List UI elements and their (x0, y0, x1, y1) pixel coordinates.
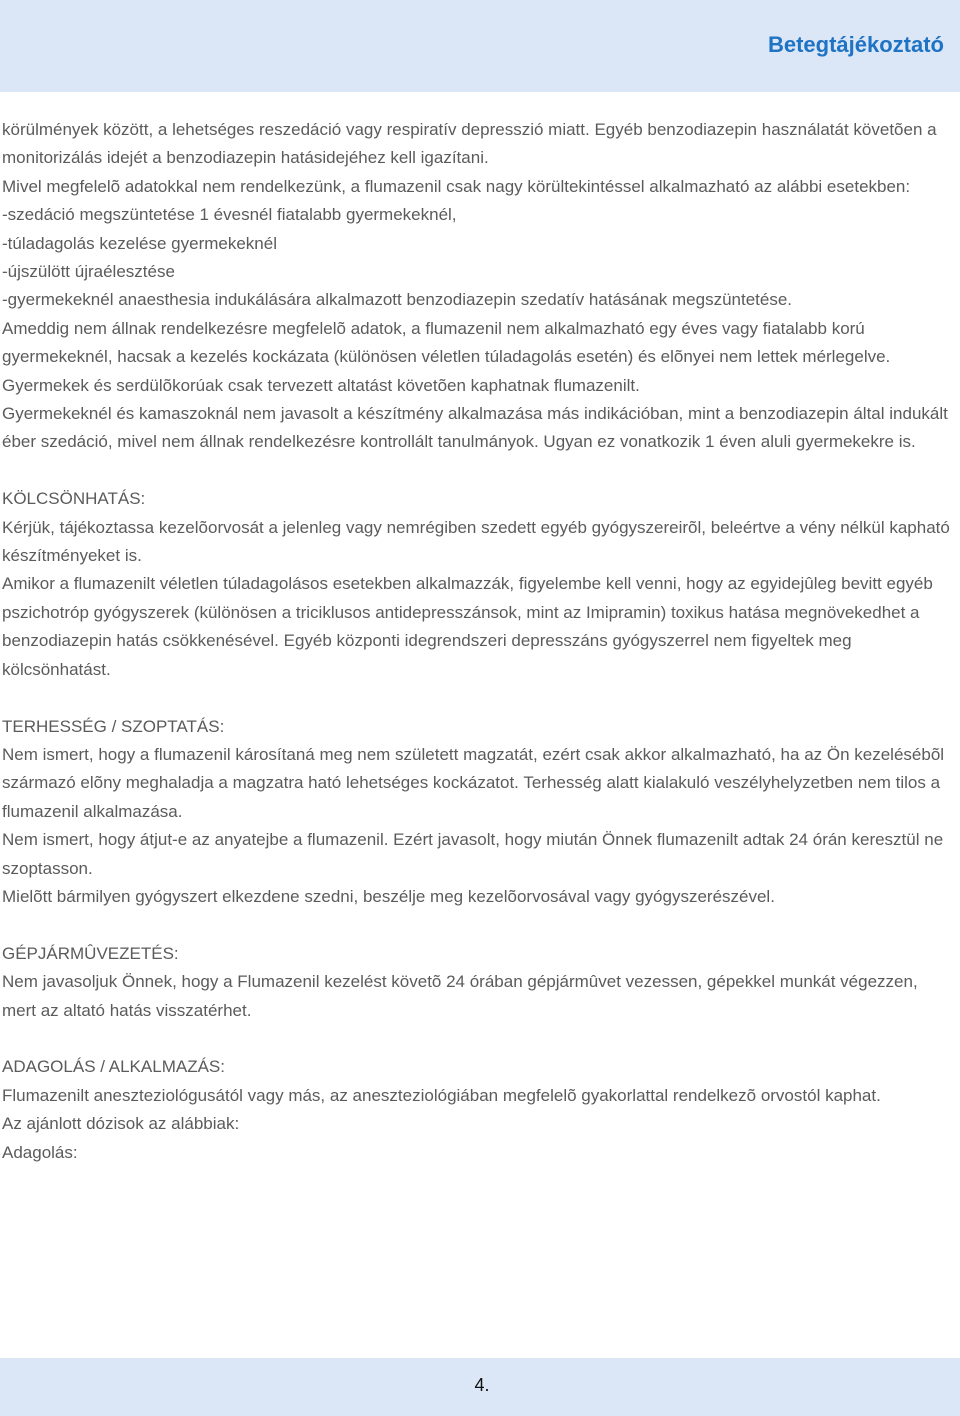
body-paragraph: Gyermekek és serdülõkorúak csak tervezett altatást követõen kaphatnak flumazenilt. (2, 375, 640, 395)
section-spacer (2, 684, 956, 712)
body-paragraph: Az ajánlott dózisok az alábbiak: (2, 1114, 240, 1134)
body-paragraph: Amikor a flumazenilt véletlen túladagolásos esetekben alkalmazzák, figyelembe kell venni, hogy az egyidejûleg bevitt egyéb pszichotróp gyógyszerek (különösen a triciklusos antidepresszánsok, mint az Imipramin) toxikus hatása megnövekedhet a benzodiazepin hatás csökkenésével. Egyéb központi idegrendszeri depresszáns gyógyszerrel nem figyeltek meg kölcsönhatást. (2, 574, 933, 679)
section-heading-dosage: ADAGOLÁS / ALKALMAZÁS: (2, 1057, 225, 1077)
document-title: Betegtájékoztató (767, 32, 944, 57)
list-item: -túladagolás kezelése gyermekeknél (2, 233, 277, 253)
body-paragraph: Nem ismert, hogy átjut-e az anyatejbe a flumazenil. Ezért javasolt, hogy miután Önnek flumazenilt adtak 24 órán keresztül ne szoptasson. (2, 830, 944, 878)
section-heading-interactions: KÖLCSÖNHATÁS: (2, 489, 146, 509)
body-paragraph: Flumazenilt aneszteziológusától vagy más, az aneszteziológiában megfelelõ gyakorlattal rendelkezõ orvostól kaphat. (2, 1085, 881, 1105)
body-paragraph: Gyermekeknél és kamaszoknál nem javasolt a készítmény alkalmazása más indikációban, mint a benzodiazepin által indukált éber szedáció, mivel nem állnak rendelkezésre kontrollált tanulmányok. Ugyan ez vonatkozik 1 éven aluli gyermekekre is. (2, 404, 948, 452)
document-body (2, 116, 956, 1167)
body-paragraph: körülmények között, a lehetséges reszedáció vagy respiratív depresszió miatt. Egyéb benzodiazepin használatát követõen a monitorizálás idejét a benzodiazepin hatásidejéhez kell igazítani. (2, 120, 937, 168)
list-item: -szedáció megszüntetése 1 évesnél fiatalabb gyermekeknél, (2, 205, 457, 225)
header-band (0, 0, 960, 92)
body-paragraph: Mielõtt bármilyen gyógyszert elkezdene szedni, beszélje meg kezelõorvosával vagy gyógyszerészével. (2, 886, 775, 906)
section-spacer (2, 1025, 956, 1053)
body-paragraph: Nem javasoljuk Önnek, hogy a Flumazenil kezelést követõ 24 órában gépjármûvet vezessen, gépekkel munkát végezzen, mert az altató hatás visszatérhet. (2, 972, 918, 1020)
section-heading-pregnancy: TERHESSÉG / SZOPTATÁS: (2, 716, 225, 736)
body-paragraph: Nem ismert, hogy a flumazenil károsítaná meg nem született magzatát, ezért csak akkor alkalmazható, ha az Ön kezelésébõl származó elõny meghaladja a magzatra ható lehetséges kockázatot. Terhesség alatt kialakuló veszélyhelyzetben nem tilos a flumazenil alkalmazása. (2, 744, 945, 821)
body-paragraph: Mivel megfelelõ adatokkal nem rendelkezünk, a flumazenil csak nagy körültekintéssel alkalmazható az alábbi esetekben: (2, 176, 911, 196)
section-spacer (2, 911, 956, 939)
list-item: -újszülött újraélesztése (2, 262, 175, 282)
section-heading-driving: GÉPJÁRMÛVEZETÉS: (2, 943, 179, 963)
body-paragraph: Kérjük, tájékoztassa kezelõorvosát a jelenleg vagy nemrégiben szedett egyéb gyógyszereirõl, beleértve a vény nélkül kapható készítményeket is. (2, 517, 950, 566)
list-item: -gyermekeknél anaesthesia indukálására alkalmazott benzodiazepin szedatív hatásának megszüntetése. (2, 290, 793, 310)
body-paragraph: Adagolás: (2, 1142, 78, 1162)
body-paragraph: Ameddig nem állnak rendelkezésre megfelelõ adatok, a flumazenil nem alkalmazható egy éves vagy fiatalabb korú gyermekeknél, hacsak a kezelés kockázata (különösen véletlen túladagolás esetén) és elõnyei nem lettek mérlegelve. (2, 318, 891, 367)
page-number: 4. (474, 1375, 490, 1395)
section-spacer (2, 457, 956, 485)
